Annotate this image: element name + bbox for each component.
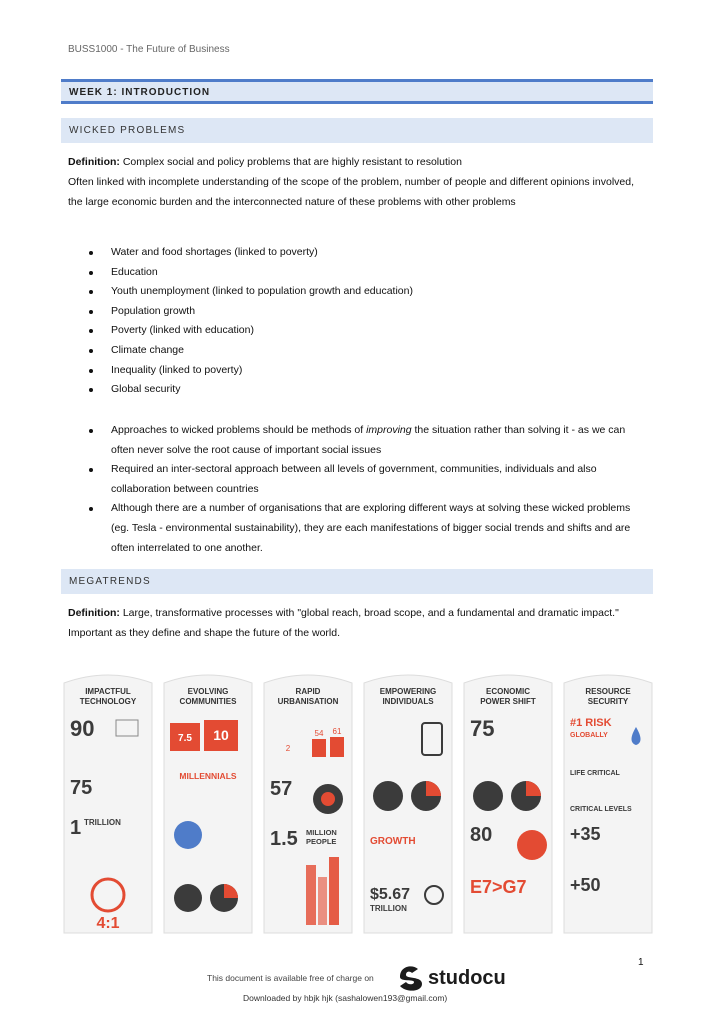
donut-chart <box>517 830 547 860</box>
wicked-problem-list <box>68 243 648 400</box>
stat-value: 57 <box>270 778 293 800</box>
stat-word: CRITICAL LEVELS <box>570 806 632 813</box>
stat-unit: TRILLION <box>370 904 407 913</box>
megatrends-infographic <box>55 665 659 935</box>
stat-value: 90 <box>70 716 95 741</box>
column-title-2: SECURITY <box>587 697 629 706</box>
stat-value: +35 <box>570 824 601 844</box>
infographic-column-urbanisation <box>264 675 352 933</box>
list-item: Required an inter-sectoral approach between all levels of government, communities, individuals and also collaboration between countries <box>68 460 648 499</box>
column-title-2: URBANISATION <box>277 697 339 706</box>
column-title-1: IMPACTFUL <box>85 687 131 696</box>
stat-word: LIFE CRITICAL <box>570 770 620 777</box>
stat-value: 10 <box>213 727 229 743</box>
column-title-1: ECONOMIC <box>486 687 530 696</box>
column-title-1: EMPOWERING <box>379 687 437 696</box>
bar <box>312 739 326 757</box>
availability-note: This document is available free of charge on <box>207 973 374 983</box>
bar-label: 54 <box>314 729 324 738</box>
stat-value: 1 <box>70 817 82 839</box>
stat-value: 80 <box>470 824 493 846</box>
studocu-logo[interactable] <box>396 962 514 992</box>
list-item <box>68 421 648 460</box>
page-number: 1 <box>638 957 644 968</box>
bar-label: 61 <box>332 727 342 736</box>
wicked-problems-title: WICKED PROBLEMS <box>69 125 186 136</box>
stat-value: +50 <box>570 875 601 895</box>
donut-chart <box>473 781 503 811</box>
stat-value: 75 <box>70 777 93 799</box>
wicked-problems-heading <box>61 118 653 143</box>
brand-name: studocu <box>428 967 506 989</box>
donut-chart <box>174 884 202 912</box>
stat-word: MILLENNIALS <box>179 771 237 781</box>
stat-value: 75 <box>470 716 495 741</box>
wicked-description: Often linked with incomplete understanding of the scope of the problem, number of people and different opinions involved, the large economic burden and the interconnected nature of these problems with other problems <box>68 176 635 208</box>
infographic-column-economic <box>464 675 552 933</box>
column-title-2: TECHNOLOGY <box>79 697 137 706</box>
stat-unit: GLOBALLY <box>570 732 608 739</box>
list-item: Inequality (linked to poverty) <box>68 361 648 381</box>
list-item: Although there are a number of organisations that are exploring different ways at solving these wicked problems (eg. Tesla - environmental sustainability), they are each manifestations of bigger social trends and shifts and are often interrelated to one another. <box>68 499 648 558</box>
week-heading <box>61 79 653 104</box>
stat-unit: PEOPLE <box>306 837 337 846</box>
list-item: Youth unemployment (linked to population growth and education) <box>68 282 648 302</box>
list-item: Water and food shortages (linked to poverty) <box>68 243 648 263</box>
column-title-1: RAPID <box>295 687 321 696</box>
infographic-column-resource <box>564 675 652 933</box>
column-title-2: COMMUNITIES <box>179 697 237 706</box>
definition-label: Definition: <box>68 607 120 619</box>
stat-value: $5.67 <box>370 886 411 903</box>
list-item: Population growth <box>68 302 648 322</box>
list-item: Global security <box>68 380 648 400</box>
list-item: Climate change <box>68 341 648 361</box>
column-title-2: POWER SHIFT <box>480 697 536 706</box>
document-header: BUSS1000 - The Future of Business <box>68 44 230 55</box>
megatrends-definition <box>68 604 648 643</box>
bar-label: 2 <box>285 744 291 753</box>
stat-value: 7.5 <box>178 733 192 744</box>
megatrends-heading <box>61 569 653 594</box>
column-title-1: RESOURCE <box>585 687 631 696</box>
list-item: Education <box>68 263 648 283</box>
note-text: Approaches to wicked problems should be methods of <box>111 424 367 436</box>
infographic-column-individuals <box>364 675 452 933</box>
stat-word: GROWTH <box>370 836 416 847</box>
wicked-definition <box>68 153 648 173</box>
ratio-value: 4:1 <box>96 915 120 932</box>
stat-value: #1 RISK <box>570 717 612 729</box>
week-title: WEEK 1: INTRODUCTION <box>69 87 211 98</box>
definition-text: Large, transformative processes with "global reach, broad scope, and a fundamental and dramatic impact." Important as they define and shape the future of the world. <box>68 607 619 639</box>
definition-text: Complex social and policy problems that are highly resistant to resolution <box>119 156 462 168</box>
definition-label: Definition: <box>68 156 120 168</box>
globe-icon <box>174 821 202 849</box>
stat-unit: TRILLION <box>84 818 121 827</box>
column-title-1: EVOLVING <box>187 687 229 696</box>
list-item: Poverty (linked with education) <box>68 321 648 341</box>
donut-chart <box>373 781 403 811</box>
wicked-notes-list <box>68 421 648 558</box>
infographic-column-technology <box>64 675 152 933</box>
note-emphasis: improving <box>366 424 412 436</box>
download-note: Downloaded by hbjk hjk (sashalowen193@gmail.com) <box>243 993 448 1003</box>
megatrends-title: MEGATRENDS <box>69 576 151 587</box>
bar <box>330 737 344 757</box>
building-icon <box>306 865 316 925</box>
stat-value: 1.5 <box>270 828 298 850</box>
stat-value: E7>G7 <box>470 877 527 897</box>
stat-unit: MILLION <box>306 828 337 837</box>
note-text: the situation rather than solving it - as we can often never solve the root cause of important social issues <box>111 424 626 456</box>
column-title-2: INDIVIDUALS <box>382 697 434 706</box>
infographic-column-communities <box>164 675 252 933</box>
